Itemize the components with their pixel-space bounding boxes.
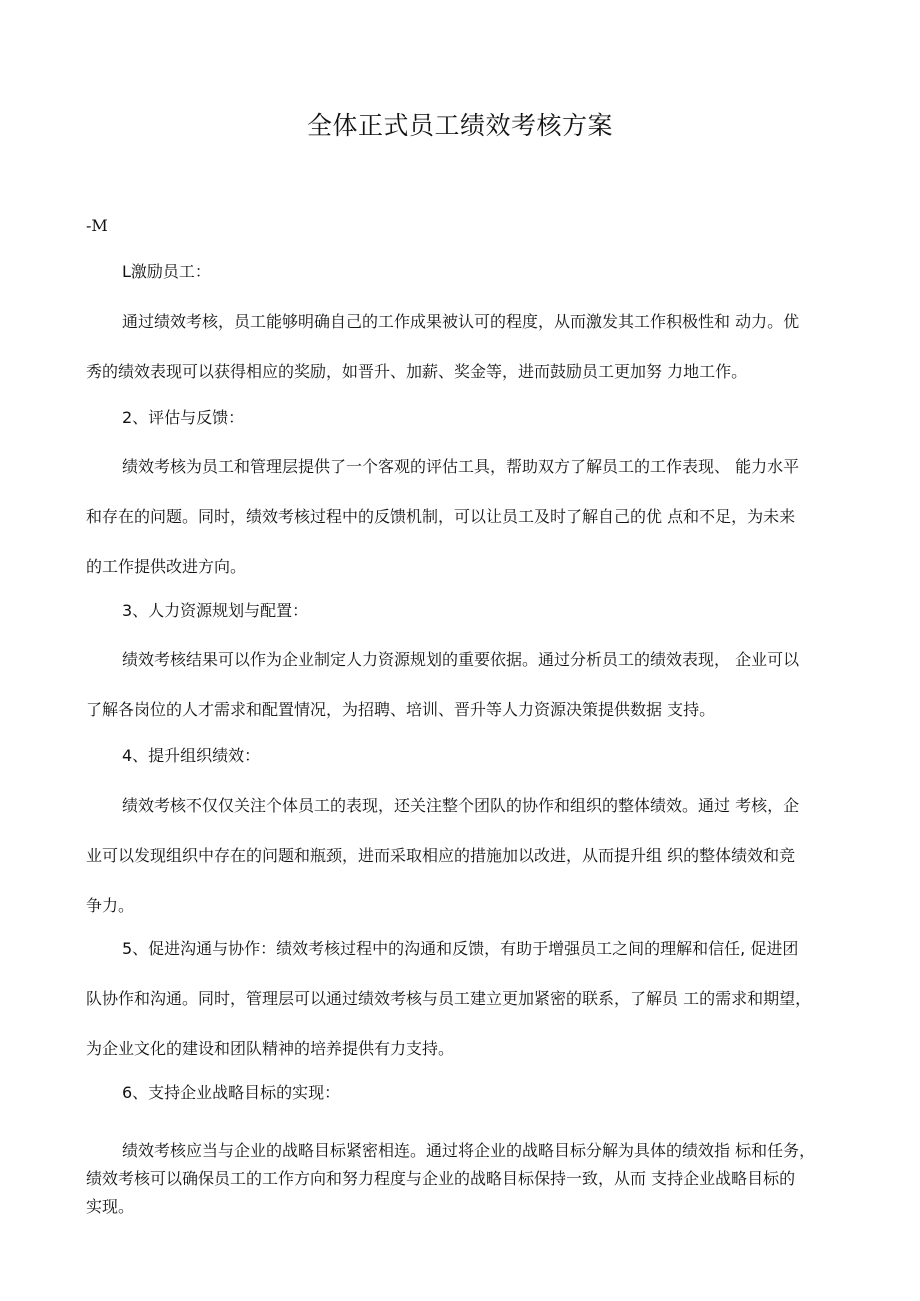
paragraph-line: 绩效考核不仅仅关注个体员工的表现，还关注整个团队的协作和组织的整体绩效。通过 考核，企	[122, 796, 800, 815]
section-heading-3: 3、人力资源规划与配置：	[122, 601, 309, 620]
document-title: 全体正式员工绩效考核方案	[306, 111, 613, 140]
paragraph-line: 队协作和沟通。同时，管理层可以通过绩效考核与员工建立更加紧密的联系，了解员 工的需求和期望，	[86, 989, 812, 1008]
paragraph-line: 5、促进沟通与协作：绩效考核过程中的沟通和反馈，有助于增强员工之间的理解和信任, 促进团	[122, 939, 799, 958]
paragraph-line: 秀的绩效表现可以获得相应的奖励，如晋升、加薪、奖金等，进而鼓励员工更加努 力地工作。	[86, 362, 748, 381]
paragraph-line: 的工作提供改进方向。	[86, 557, 247, 576]
section-heading-6: 6、支持企业战略目标的实现：	[122, 1083, 341, 1102]
section-heading-2: 2、评估与反馈：	[122, 408, 245, 427]
paragraph-line: 了解各岗位的人才需求和配置情况，为招聘、培训、晋升等人力资源决策提供数据 支持。	[86, 700, 716, 719]
paragraph-line: 绩效考核可以确保员工的工作方向和努力程度与企业的战略目标保持一致，从而 支持企业战略目标的	[86, 1169, 796, 1188]
section-paragraph-2	[86, 454, 856, 580]
paragraph-line: 为企业文化的建设和团队精神的培养提供有力支持。	[86, 1039, 455, 1058]
section-paragraph-6	[86, 1137, 856, 1221]
paragraph-line: 通过绩效考核，员工能够明确自己的工作成果被认可的程度，从而激发其工作积极性和 动力。优	[122, 312, 800, 331]
paragraph-line: 绩效考核为员工和管理层提供了一个客观的评估工具，帮助双方了解员工的工作表现、 能力水平	[122, 457, 800, 476]
section-paragraph-5	[86, 936, 856, 1062]
paragraph-line: 绩效考核应当与企业的战略目标紧密相连。通过将企业的战略目标分解为具体的绩效指 标和任务，	[122, 1141, 816, 1160]
section-paragraph-3	[86, 647, 856, 723]
paragraph-line: 争力。	[86, 896, 135, 915]
paragraph-line: 绩效考核结果可以作为企业制定人力资源规划的重要依据。通过分析员工的绩效表现， 企业可以	[122, 650, 800, 669]
paragraph-line: 业可以发现组织中存在的问题和瓶颈，进而采取相应的措施加以改进，从而提升组 织的整体绩效和竞	[86, 846, 796, 865]
section-marker: -M	[86, 216, 108, 235]
section-heading-4: 4、提升组织绩效：	[122, 746, 261, 765]
section-paragraph-4	[86, 793, 856, 919]
section-paragraph-1	[86, 309, 856, 385]
paragraph-line: 和存在的问题。同时，绩效考核过程中的反馈机制，可以让员工及时了解自己的优 点和不足，为未来	[86, 507, 796, 526]
paragraph-line: 实现。	[86, 1197, 135, 1216]
section-heading-1: L激励员工：	[122, 262, 211, 281]
